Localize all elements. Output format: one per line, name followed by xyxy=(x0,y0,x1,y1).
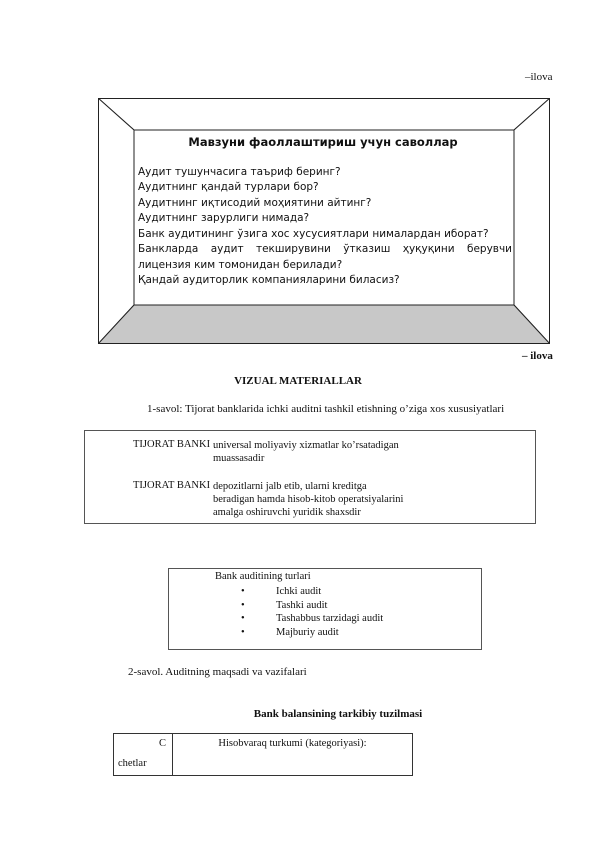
definition-text xyxy=(213,480,513,519)
list-item xyxy=(241,599,383,613)
question-item: Банкларда аудит текширувини ўтказиш ҳуқуқини берувчи xyxy=(138,243,512,255)
questions-heading: Мавзуни фаоллаштириш учун саволлар xyxy=(188,135,458,149)
question-2-heading: 2-savol. Auditning maqsadi va vazifalari xyxy=(128,666,307,678)
audit-types-list xyxy=(241,585,383,639)
annex-label-bottom: – ilova xyxy=(522,350,553,362)
question-1-heading: 1-savol: Tijorat banklarida ichki auditni tashkil etishning o’ziga xos xususiyatlari xyxy=(147,403,505,415)
question-item: Аудит тушунчасига таъриф беринг? xyxy=(138,165,341,178)
table-header-text: Hisobvaraq turkumi (kategoriyasi): xyxy=(218,738,367,749)
table-cell-text: C xyxy=(158,738,166,749)
question-item: Аудитнинг иқтисодий моҳиятини айтинг? xyxy=(138,196,372,209)
list-item xyxy=(241,612,383,626)
question-item: Аудитнинг зарурлиги нимада? xyxy=(138,212,310,224)
list-item xyxy=(241,585,383,599)
audit-type-label: Tashabbus tarzidagi audit xyxy=(276,613,384,624)
audit-type-label: Majburiy audit xyxy=(276,626,339,638)
definition-line: amalga oshiruvchi yuridik shaxsdir xyxy=(213,507,361,518)
definition-line: muassasadir xyxy=(213,453,265,464)
table-row xyxy=(114,734,413,776)
question-item: Қандай аудиторлик компанияларини биласиз? xyxy=(138,274,400,286)
bullet-icon: • xyxy=(241,599,245,611)
definition-line: beradigan hamda hisob-kitob operatsiyalarini xyxy=(213,494,404,505)
definition-term: TIJORAT BANKI xyxy=(133,439,211,450)
table-cell-text: chetlar xyxy=(118,758,147,769)
questions-bevel-frame xyxy=(98,98,550,344)
bullet-icon: • xyxy=(241,613,245,624)
bank-definitions-box xyxy=(84,430,536,524)
definition-line: depozitlarni jalb etib, ularni kreditga xyxy=(213,481,367,492)
annex-label-top: –ilova xyxy=(525,71,553,83)
table-cell-accounts xyxy=(114,734,173,776)
balance-table xyxy=(113,733,413,776)
question-item: лицензия ким томонидан берилади? xyxy=(138,258,343,271)
definition-line: universal moliyaviy xizmatlar ko’rsatadigan xyxy=(213,440,399,451)
list-item xyxy=(241,626,383,640)
question-item: Банк аудитининг ўзига хос хусусиятлари нималардан иборат? xyxy=(138,227,489,240)
balance-structure-title: Bank balansining tarkibiy tuzilmasi xyxy=(253,708,423,720)
audit-types-box xyxy=(168,568,482,650)
definition-term: TIJORAT BANKI xyxy=(133,480,211,491)
audit-type-label: Tashki audit xyxy=(276,599,328,611)
definition-text xyxy=(213,439,513,465)
section-title: VIZUAL MATERIALLAR xyxy=(234,375,362,387)
bullet-icon: • xyxy=(241,586,245,597)
question-item: Аудитнинг қандай турлари бор? xyxy=(138,181,319,193)
audit-type-label: Ichki audit xyxy=(276,586,322,597)
table-cell-category xyxy=(173,734,413,776)
questions-panel xyxy=(134,130,512,305)
audit-types-title: Bank auditining turlari xyxy=(215,571,311,582)
bullet-icon: • xyxy=(241,626,245,638)
